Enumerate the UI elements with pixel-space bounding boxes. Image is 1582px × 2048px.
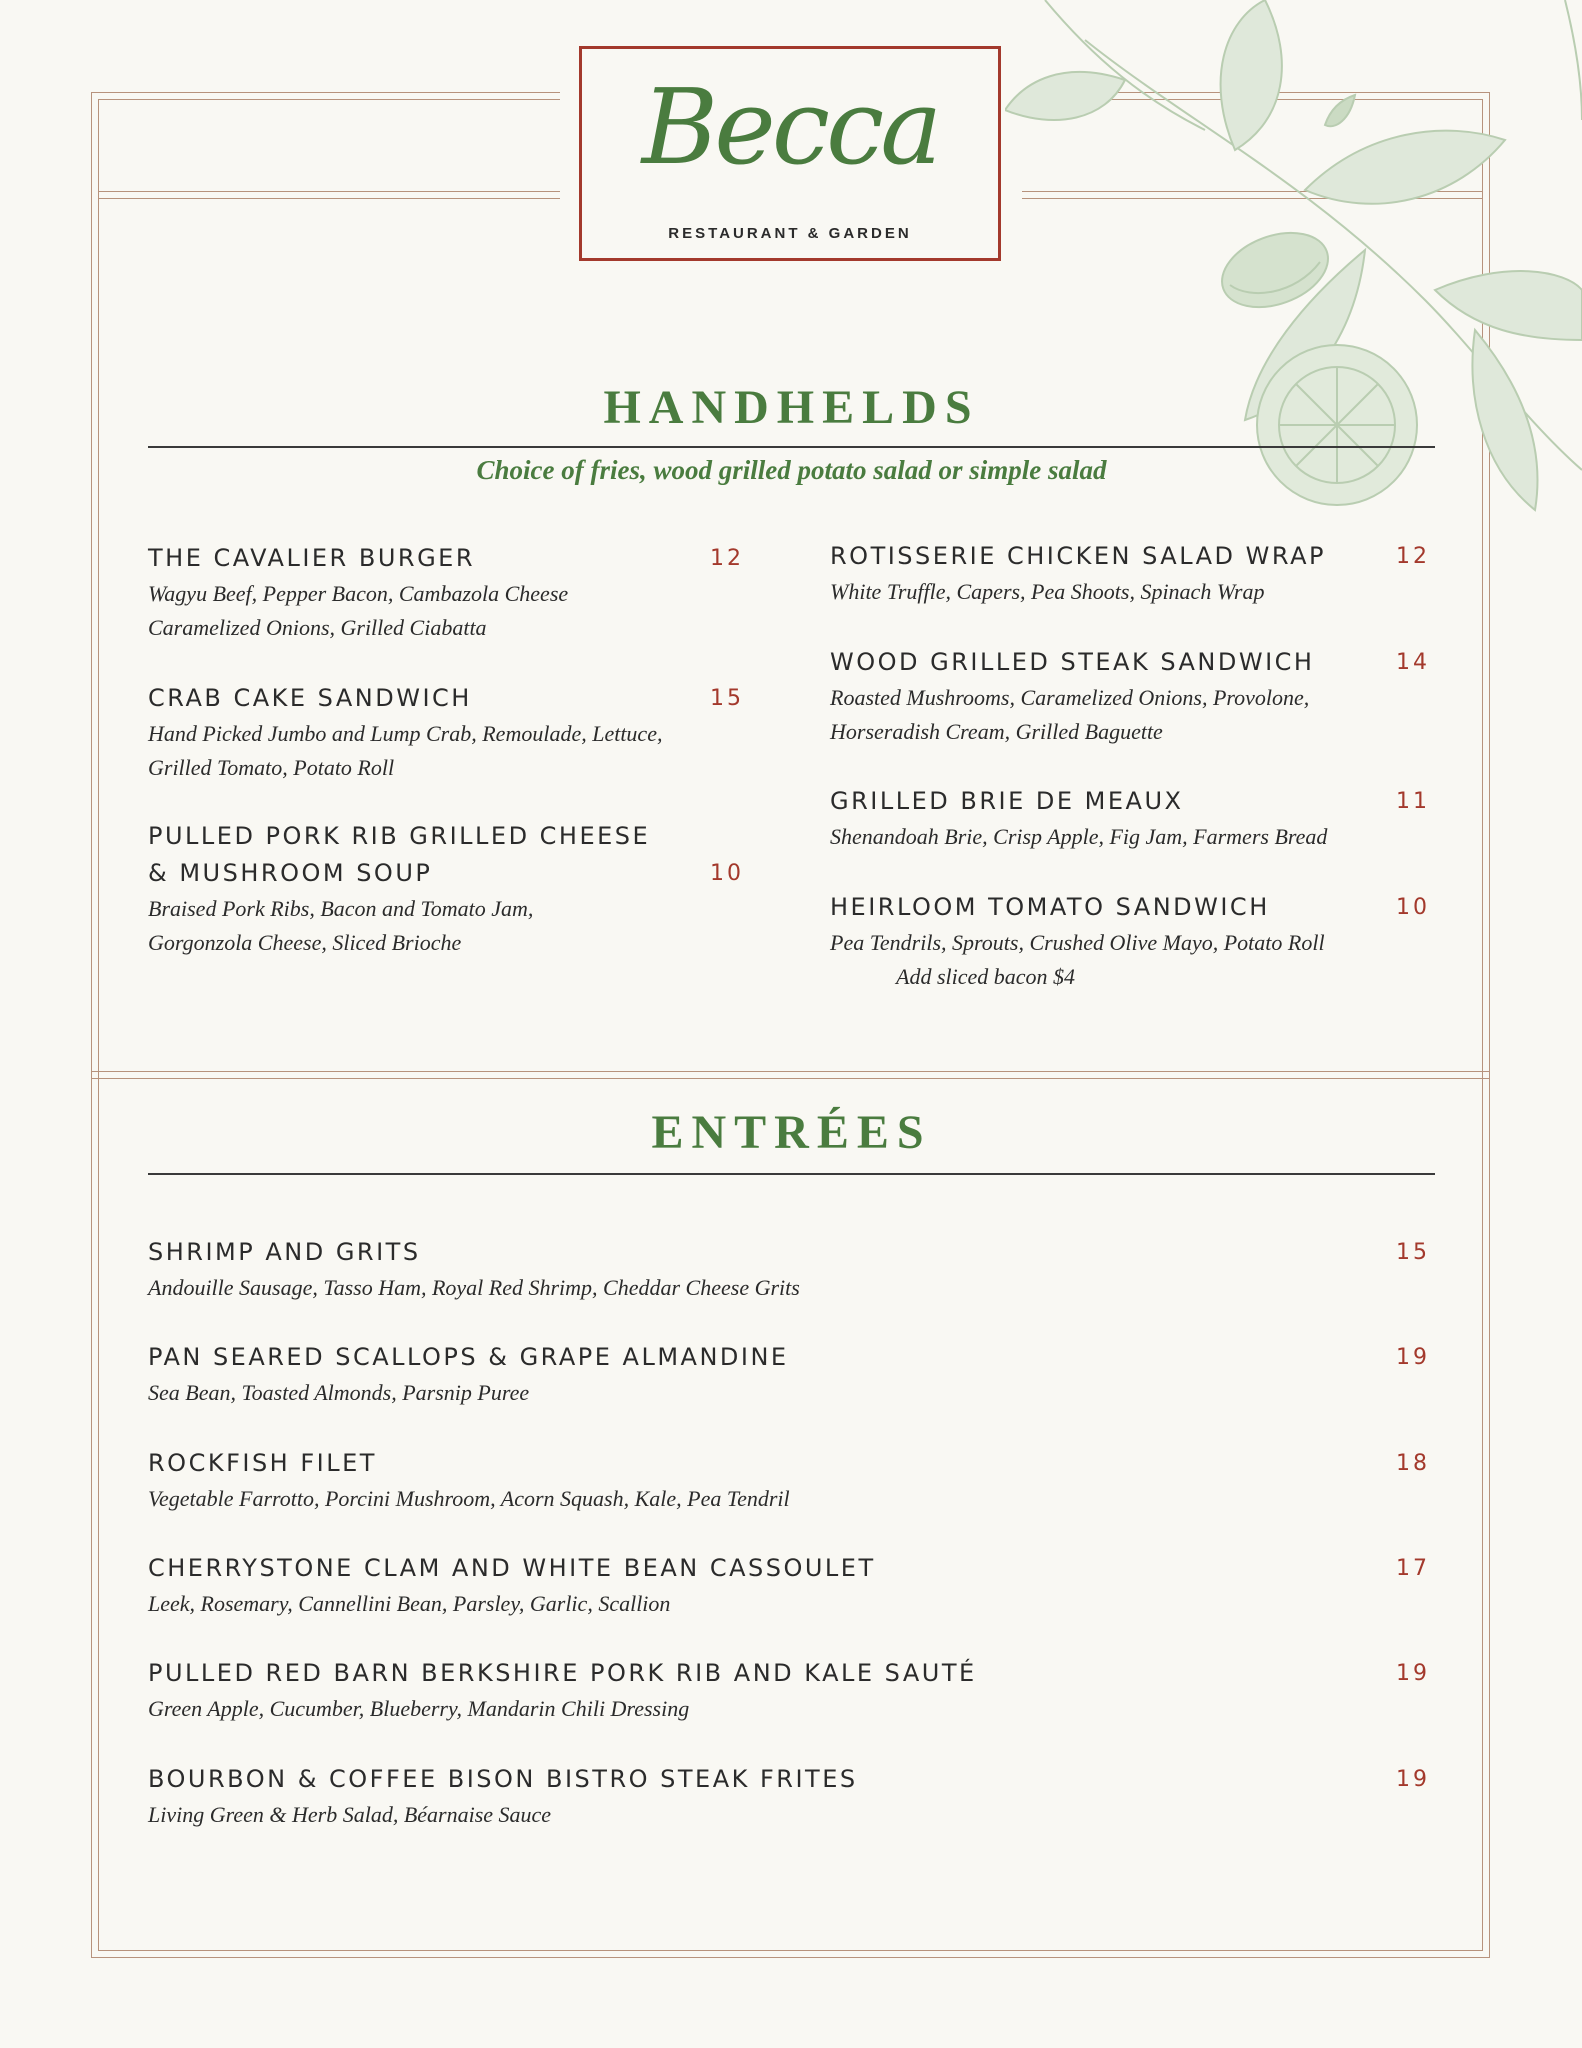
- menu-item: [148, 680, 744, 785]
- menu-item: [148, 1339, 1430, 1410]
- item-description: Andouille Sausage, Tasso Ham, Royal Red Shrimp, Cheddar Cheese Grits: [148, 1275, 800, 1300]
- item-price: 18: [1396, 1451, 1430, 1476]
- item-price: 19: [1396, 1345, 1430, 1370]
- item-price: 11: [1396, 789, 1430, 814]
- section-rule: [148, 446, 1435, 448]
- item-name: CRAB CAKE SANDWICH: [148, 684, 472, 712]
- item-name: CHERRYSTONE CLAM AND WHITE BEAN CASSOULET: [148, 1554, 876, 1582]
- header-rule: [1022, 191, 1483, 192]
- item-name: PAN SEARED SCALLOPS & GRAPE ALMANDINE: [148, 1343, 789, 1371]
- item-price: 10: [710, 861, 744, 886]
- item-description: Leek, Rosemary, Cannellini Bean, Parsley, Garlic, Scallion: [148, 1591, 671, 1616]
- item-description: Vegetable Farrotto, Porcini Mushroom, Acorn Squash, Kale, Pea Tendril: [148, 1486, 790, 1511]
- section-title-entrees: ENTRÉES: [651, 1106, 932, 1159]
- item-name: PULLED RED BARN BERKSHIRE PORK RIB AND KALE SAUTÉ: [148, 1659, 977, 1687]
- item-name: BOURBON & COFFEE BISON BISTRO STEAK FRITES: [148, 1765, 858, 1793]
- menu-item: [830, 644, 1430, 749]
- item-price: 12: [1396, 544, 1430, 569]
- item-description: Shenandoah Brie, Crisp Apple, Fig Jam, Farmers Bread: [830, 824, 1328, 849]
- item-description: Sea Bean, Toasted Almonds, Parsnip Puree: [148, 1380, 530, 1405]
- item-name: THE CAVALIER BURGER: [148, 544, 476, 572]
- menu-item: [148, 540, 744, 645]
- header-rule: [1022, 198, 1483, 199]
- item-description: Living Green & Herb Salad, Béarnaise Sauce: [148, 1802, 552, 1827]
- header-rule: [99, 191, 560, 192]
- menu-item: [148, 1445, 1430, 1516]
- menu-item: [830, 889, 1430, 994]
- menu-item: [148, 1234, 1430, 1305]
- item-description: Wagyu Beef, Pepper Bacon, Cambazola Cheese Caramelized Onions, Grilled Ciabatta: [148, 581, 569, 640]
- section-rule: [148, 1173, 1435, 1175]
- item-description: Roasted Mushrooms, Caramelized Onions, Provolone, Horseradish Cream, Grilled Baguette: [830, 685, 1310, 744]
- item-description: Braised Pork Ribs, Bacon and Tomato Jam, Gorgonzola Cheese, Sliced Brioche: [148, 896, 534, 955]
- section-subtitle: Choice of fries, wood grilled potato salad or simple salad: [476, 455, 1107, 485]
- item-description: Hand Picked Jumbo and Lump Crab, Remoulade, Lettuce, Grilled Tomato, Potato Roll: [148, 721, 663, 780]
- section-title-handhelds: HANDHELDS: [603, 381, 980, 434]
- menu-item: [148, 818, 744, 960]
- item-name: ROTISSERIE CHICKEN SALAD WRAP: [830, 542, 1326, 570]
- item-name: GRILLED BRIE DE MEAUX: [830, 787, 1184, 815]
- item-add-on: Add sliced bacon $4: [896, 964, 1076, 989]
- item-price: 10: [1396, 895, 1430, 920]
- item-price: 15: [1396, 1240, 1430, 1265]
- item-price: 15: [710, 686, 744, 711]
- logo-tagline: RESTAURANT & GARDEN: [668, 225, 912, 242]
- item-price: 19: [1396, 1661, 1430, 1686]
- item-name: HEIRLOOM TOMATO SANDWICH: [830, 893, 1270, 921]
- menu-item: [148, 1550, 1430, 1621]
- item-name: ROCKFISH FILET: [148, 1449, 377, 1477]
- item-price: 14: [1396, 650, 1430, 675]
- item-description: Pea Tendrils, Sprouts, Crushed Olive Mayo, Potato Roll: [830, 930, 1325, 955]
- item-description: White Truffle, Capers, Pea Shoots, Spinach Wrap: [830, 579, 1265, 604]
- item-price: 19: [1396, 1767, 1430, 1792]
- item-price: 17: [1396, 1556, 1430, 1581]
- item-name-line2: & MUSHROOM SOUP: [148, 859, 433, 887]
- section-divider: [91, 1071, 1490, 1072]
- section-divider: [91, 1078, 1490, 1079]
- menu-item: [830, 538, 1430, 609]
- logo-wordmark: Becca: [641, 66, 939, 188]
- item-description: Green Apple, Cucumber, Blueberry, Mandarin Chili Dressing: [148, 1696, 690, 1721]
- menu-item: [148, 1761, 1430, 1832]
- item-name: PULLED PORK RIB GRILLED CHEESE: [148, 822, 651, 850]
- item-price: 12: [710, 546, 744, 571]
- item-name: WOOD GRILLED STEAK SANDWICH: [830, 648, 1315, 676]
- menu-item: [830, 783, 1430, 854]
- header-rule: [99, 198, 560, 199]
- logo: [579, 46, 1001, 261]
- menu-item: [148, 1655, 1430, 1726]
- item-name: SHRIMP AND GRITS: [148, 1238, 421, 1266]
